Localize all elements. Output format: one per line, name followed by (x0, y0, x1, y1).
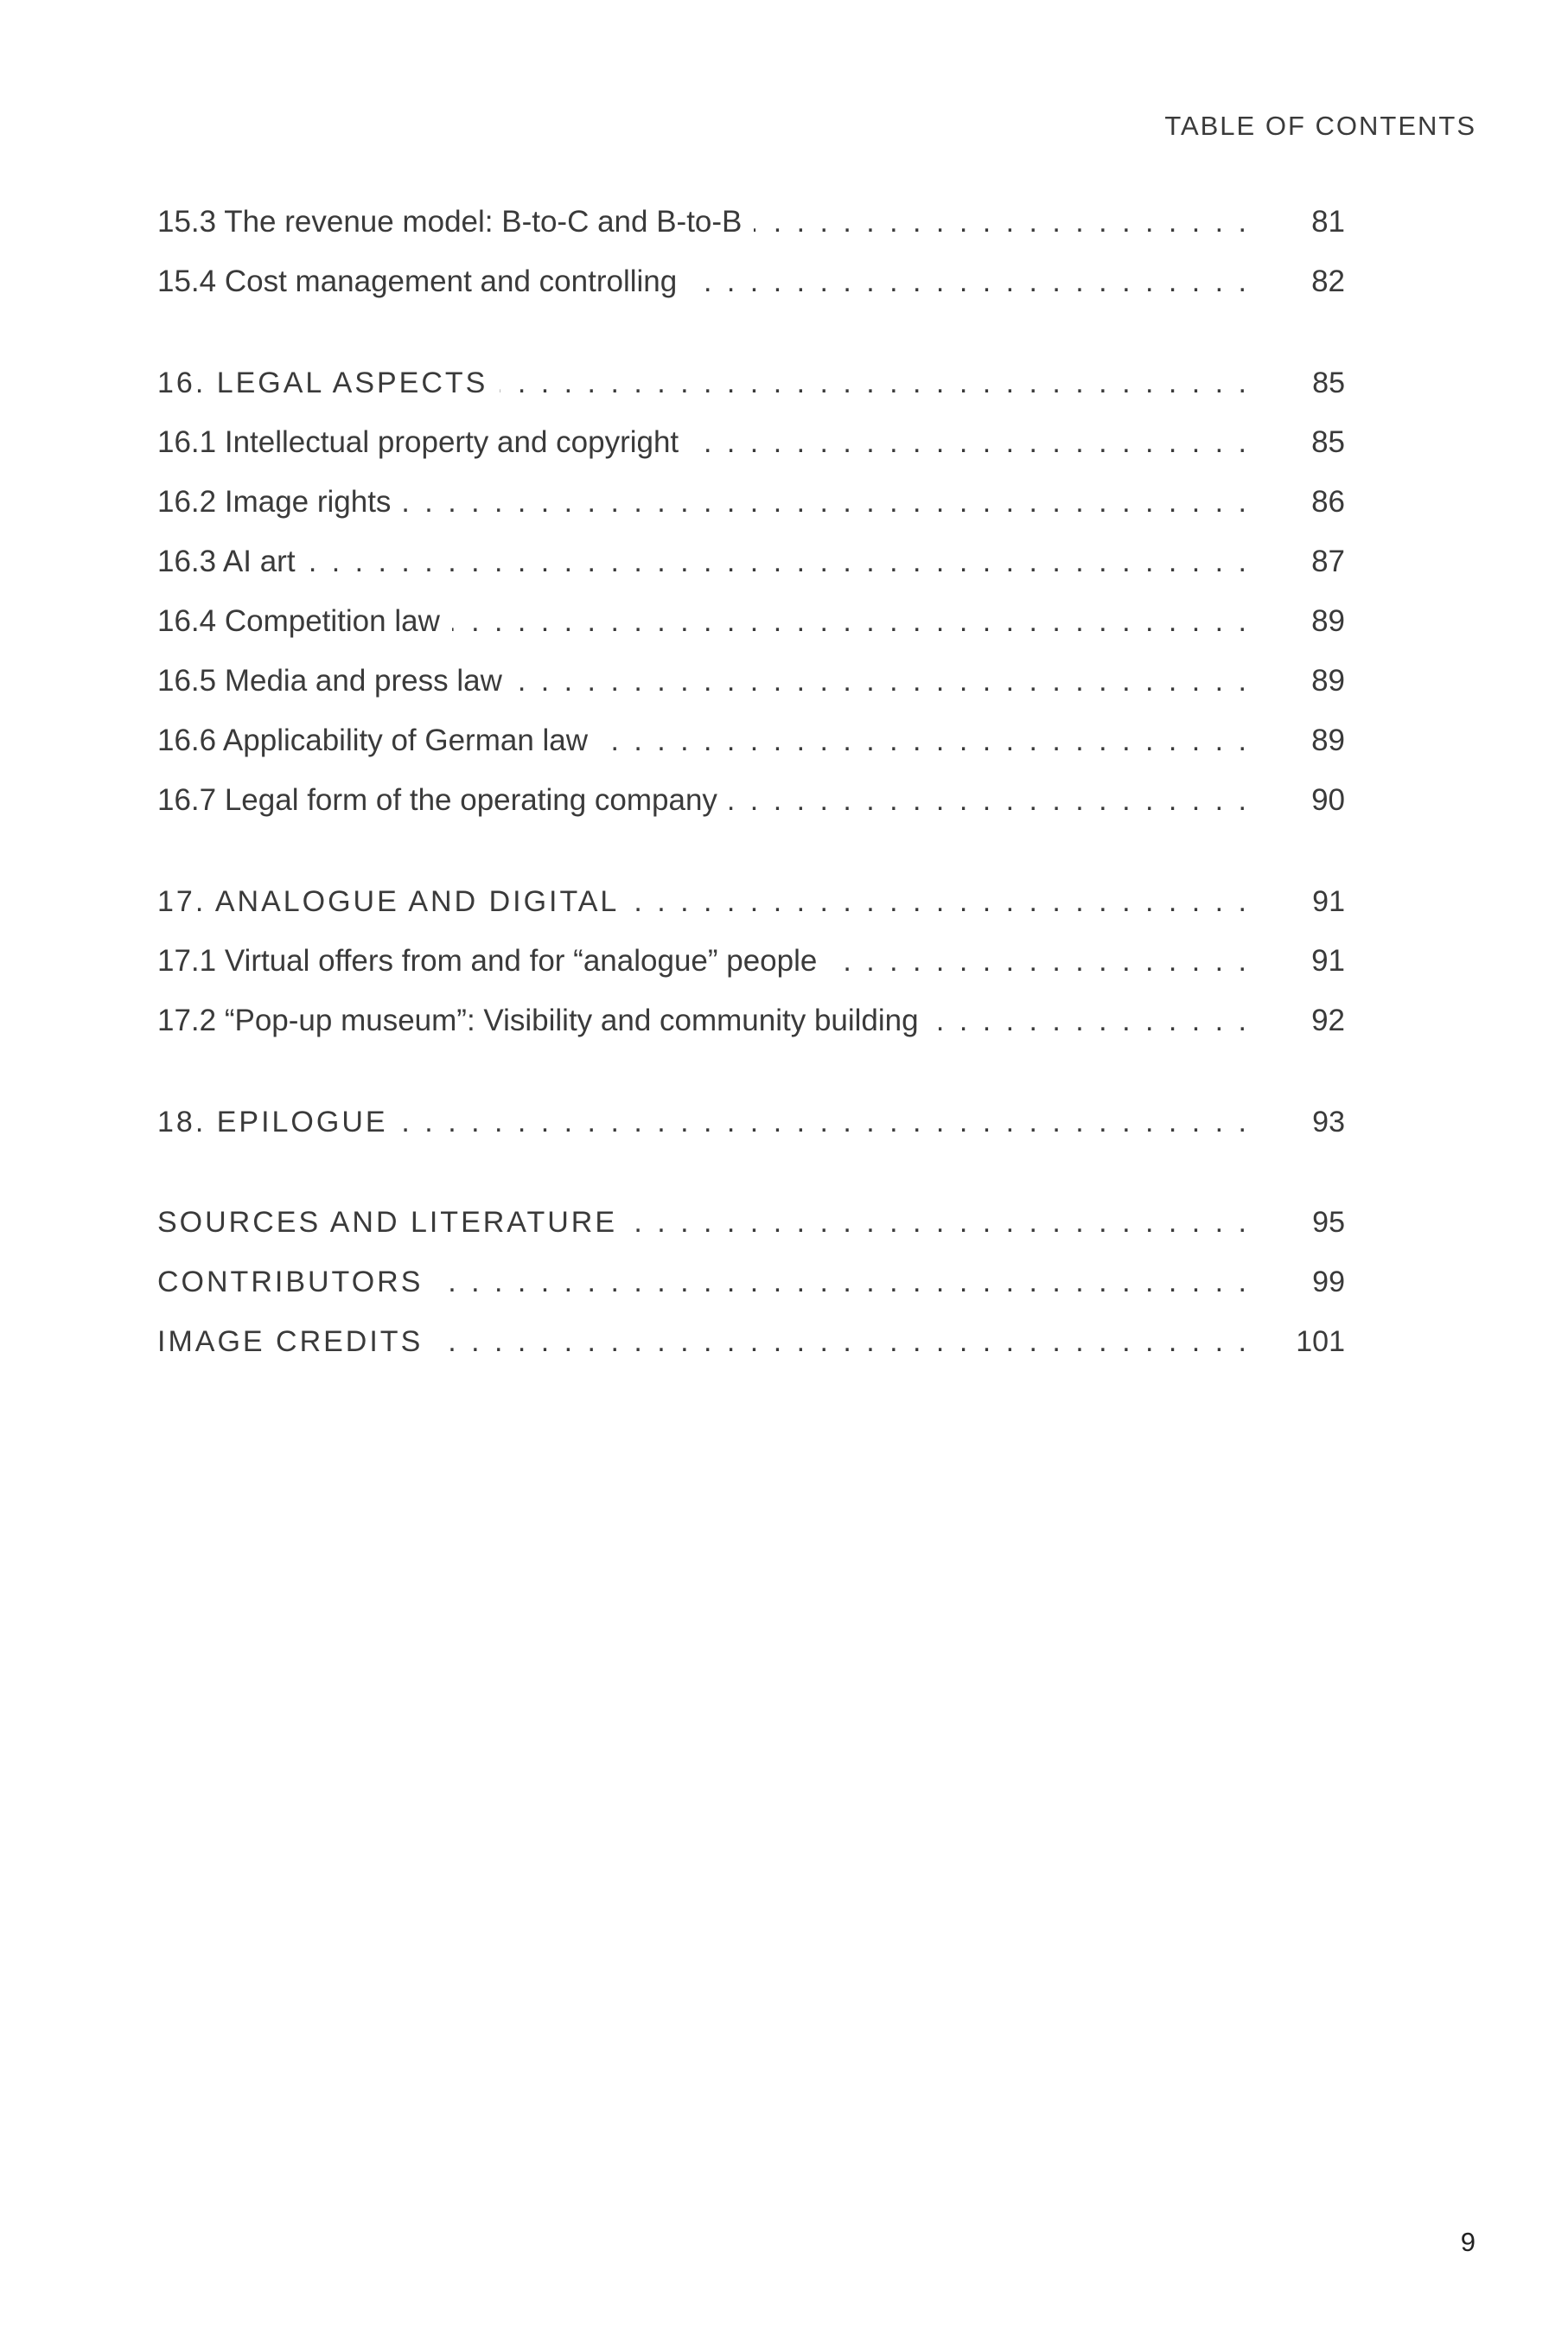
dot-leader (514, 660, 1250, 703)
toc-entry-title: 16.7 Legal form of the operating company (157, 779, 730, 822)
dot-leader (931, 999, 1250, 1043)
toc-entry-title: 16.2 Image rights (157, 481, 403, 524)
dot-leader (600, 719, 1250, 762)
toc-chapter-sources[interactable] (157, 1201, 1345, 1244)
dot-leader (629, 1201, 1250, 1244)
toc-entry-title: 15.3 The revenue model: B-to-C and B-to-B (157, 201, 754, 244)
toc-entry-page: 87 (1311, 545, 1345, 578)
toc-entry-title: 16.3 AI art (157, 540, 308, 584)
running-header: TABLE OF CONTENTS (1164, 111, 1476, 141)
toc-entry-page: 86 (1311, 485, 1345, 519)
toc-entry-title: 17. ANALOGUE AND DIGITAL (157, 880, 631, 923)
toc-entry-title: 18. EPILOGUE (157, 1100, 400, 1144)
toc-entry-page: 91 (1312, 885, 1345, 918)
dot-leader (400, 1100, 1250, 1144)
toc-entry-page: 90 (1311, 783, 1345, 817)
toc-entry-title: 17.2 “Pop-up museum”: Visibility and community building (157, 999, 931, 1043)
toc-entry-17-1[interactable] (157, 940, 1345, 983)
dot-leader (435, 1320, 1250, 1363)
dot-leader (730, 779, 1250, 822)
toc-entry-page: 101 (1296, 1325, 1345, 1358)
toc-entry-title: 15.4 Cost management and controlling (157, 260, 689, 303)
toc-entry-15-4[interactable] (157, 260, 1345, 303)
toc-chapter-contributors[interactable] (157, 1260, 1345, 1304)
toc-entry-title: 16.4 Competition law (157, 600, 452, 643)
toc-chapter-17[interactable] (157, 880, 1345, 923)
toc-chapter-18[interactable] (157, 1100, 1345, 1144)
toc-entry-page: 92 (1311, 1004, 1345, 1037)
toc-entry-page: 81 (1311, 205, 1345, 239)
page-number: 9 (1460, 2227, 1476, 2257)
toc-entry-title: 16. LEGAL ASPECTS (157, 361, 500, 405)
dot-leader (435, 1260, 1250, 1304)
toc-entry-page: 89 (1311, 604, 1345, 638)
toc-entry-title: 17.1 Virtual offers from and for “analogue” people (157, 940, 829, 983)
toc-entry-page: 85 (1311, 425, 1345, 459)
toc-entry-page: 89 (1311, 664, 1345, 698)
toc-entry-16-6[interactable] (157, 719, 1345, 762)
toc-entry-16-5[interactable] (157, 660, 1345, 703)
toc-entry-page: 99 (1312, 1266, 1345, 1298)
toc-entry-17-2[interactable] (157, 999, 1345, 1043)
dot-leader (689, 260, 1250, 303)
toc-entry-page: 85 (1312, 367, 1345, 399)
toc-entry-title: 16.6 Applicability of German law (157, 719, 600, 762)
toc-entry-16-1[interactable] (157, 421, 1345, 464)
toc-entry-title: SOURCES AND LITERATURE (157, 1201, 629, 1244)
toc-entry-16-3[interactable] (157, 540, 1345, 584)
toc-chapter-16[interactable] (157, 361, 1345, 405)
toc-entry-15-3[interactable] (157, 201, 1345, 244)
toc-entry-page: 93 (1312, 1106, 1345, 1138)
dot-leader (754, 201, 1250, 244)
toc-entry-16-2[interactable] (157, 481, 1345, 524)
toc-entry-page: 91 (1311, 944, 1345, 978)
toc-entry-page: 89 (1311, 724, 1345, 757)
dot-leader (631, 880, 1250, 923)
toc-entry-16-4[interactable] (157, 600, 1345, 643)
toc-entry-title: CONTRIBUTORS (157, 1260, 435, 1304)
toc-entry-page: 82 (1311, 265, 1345, 298)
dot-leader (308, 540, 1250, 584)
toc-entry-16-7[interactable] (157, 779, 1345, 822)
toc-chapter-image-credits[interactable] (157, 1320, 1345, 1363)
toc-entry-title: 16.1 Intellectual property and copyright (157, 421, 691, 464)
toc-entry-title: IMAGE CREDITS (157, 1320, 435, 1363)
toc-entry-page: 95 (1312, 1206, 1345, 1239)
dot-leader (691, 421, 1250, 464)
dot-leader (829, 940, 1250, 983)
dot-leader (403, 481, 1250, 524)
dot-leader (452, 600, 1250, 643)
dot-leader (500, 361, 1250, 405)
toc-entry-title: 16.5 Media and press law (157, 660, 514, 703)
